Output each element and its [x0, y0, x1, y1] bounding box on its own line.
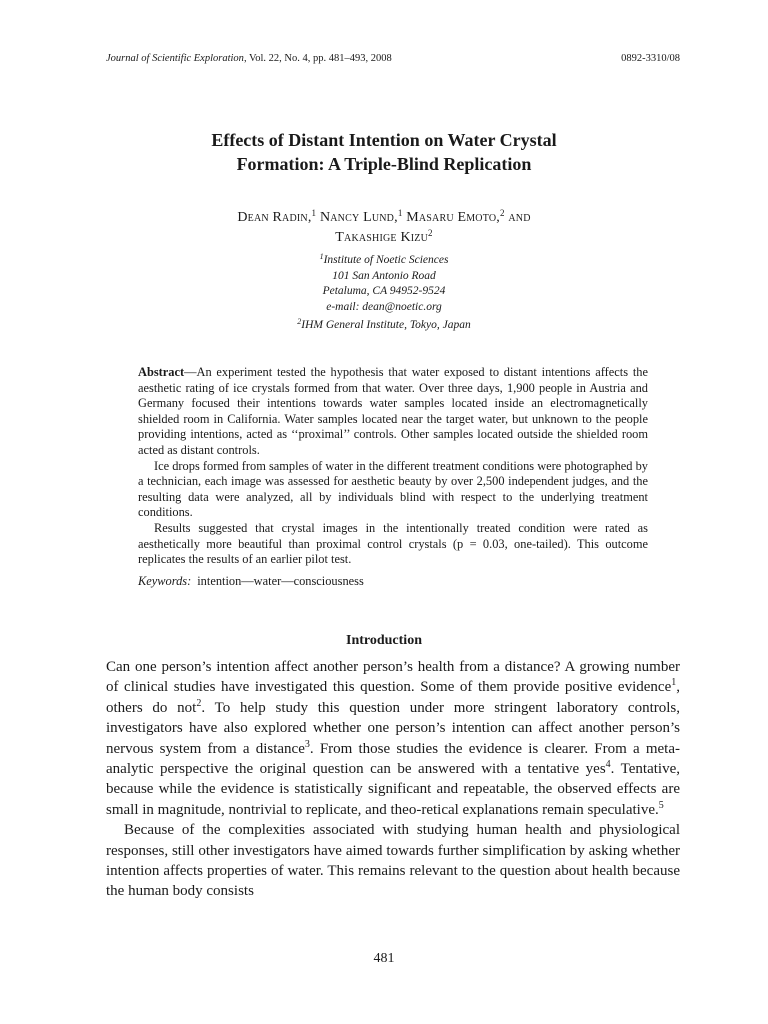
author-name: Masaru Emoto,	[406, 210, 500, 225]
abstract-label: Abstract	[138, 365, 185, 379]
author-name: Dean Radin,	[237, 210, 312, 225]
reference-mark: 1	[671, 677, 677, 689]
author-affil-mark: 2	[428, 228, 433, 238]
affiliation-1	[200, 253, 568, 315]
abstract-paragraph	[138, 365, 648, 459]
paper-title	[150, 128, 618, 176]
affil-email: e-mail: dean@noetic.org	[326, 300, 442, 313]
journal-name: Journal of Scientific Exploration	[106, 53, 244, 64]
introduction-body	[106, 657, 680, 902]
author-affil-mark: 1	[311, 208, 317, 218]
reference-mark: 2	[196, 697, 202, 709]
abstract-paragraph: Results suggested that crystal images in the intentionally treated condition were rated as aesthetically more beautiful than proximal control crystals (p = 0.03, one-tailed). This outcome replicates the results of an earlier pilot test.	[138, 520, 648, 567]
running-head	[106, 53, 680, 64]
author-affil-mark: 1	[397, 208, 403, 218]
body-text-run: . To help study this question under more stringent laboratory controls, investigators have also explored whether one person’s intention can affect another person’s nervous system from a distance	[106, 699, 681, 757]
author-line-1	[120, 208, 648, 228]
affil-street: 101 San Antonio Road	[332, 269, 436, 282]
body-text-run: . From those studies the evidence is clearer. From a meta-analytic perspective the original question can be answered with a tentative yes	[106, 740, 680, 778]
author-name: Nancy Lund,	[319, 210, 398, 225]
title-line-1: Effects of Distant Intention on Water Crystal	[211, 130, 557, 150]
reference-mark: 4	[605, 759, 611, 771]
section-heading-introduction: Introduction	[346, 633, 422, 648]
author-line-2	[120, 228, 648, 248]
issn: 0892-3310/08	[621, 53, 680, 64]
affil-mark: 1	[319, 252, 324, 261]
affil-city: Petaluma, CA 94952-9524	[322, 285, 446, 297]
author-conjunction: and	[508, 210, 531, 225]
author-list	[120, 208, 648, 248]
keywords-list: intention—water—consciousness	[197, 573, 364, 588]
author-affil-mark: 2	[499, 208, 505, 218]
affil-institution: IHM General Institute, Tokyo, Japan	[301, 319, 471, 331]
affiliation-2	[200, 318, 568, 334]
title-line-2: Formation: A Triple-Blind Replication	[236, 154, 532, 174]
author-name: Takashige Kizu	[335, 230, 429, 245]
keywords-label: Keywords:	[138, 573, 192, 588]
affil-mark: 2	[297, 317, 302, 326]
abstract-text: —An experiment tested the hypothesis that water exposed to distant intentions affects the aesthetic rating of ice crystals formed from that water. Over three days, 1,900 people in Austria and Germany focused their intentions towards water samples located inside an electromagnetically shielded room in California. Water samples located near the target water, but unknown to the people providing intentions, acted as ‘‘proximal’’ controls. Other samples located outside the shielded room acted as distant controls.	[138, 365, 648, 457]
body-text-run: . Tentative, because while the evidence is statistically significant and repeatable, the observed effects are small in magnitude, nontrivial to replicate, and theo-retical explanations remain speculative.	[106, 761, 680, 818]
journal-citation: , Vol. 22, No. 4, pp. 481–493, 2008	[243, 53, 392, 64]
keywords	[138, 574, 648, 590]
affil-institution: Institute of Noetic Sciences	[323, 254, 449, 266]
reference-mark: 3	[304, 738, 310, 750]
page-number: 481	[373, 951, 395, 966]
body-paragraph	[106, 657, 680, 820]
abstract	[138, 365, 648, 589]
reference-mark: 5	[658, 799, 664, 811]
body-text-run: , others do not	[106, 679, 680, 716]
body-paragraph: Because of the complexities associated with studying human health and physiological responses, still other investigators have aimed towards further simplification by asking whether intention affects properties of water. This remains relevant to the question about health because the human body consists	[106, 822, 680, 900]
abstract-paragraph: Ice drops formed from samples of water in the different treatment conditions were photographed by a technician, each image was assessed for aesthetic beauty by over 2,500 independent judges, and the resulting data were analyzed, all by individuals blind with respect to the underlying treatment conditions.	[138, 458, 648, 520]
body-text-run: Can one person’s intention affect another person’s health from a distance? A growing number of clinical studies have investigated this question. Some of them provide positive evidence	[106, 659, 680, 696]
